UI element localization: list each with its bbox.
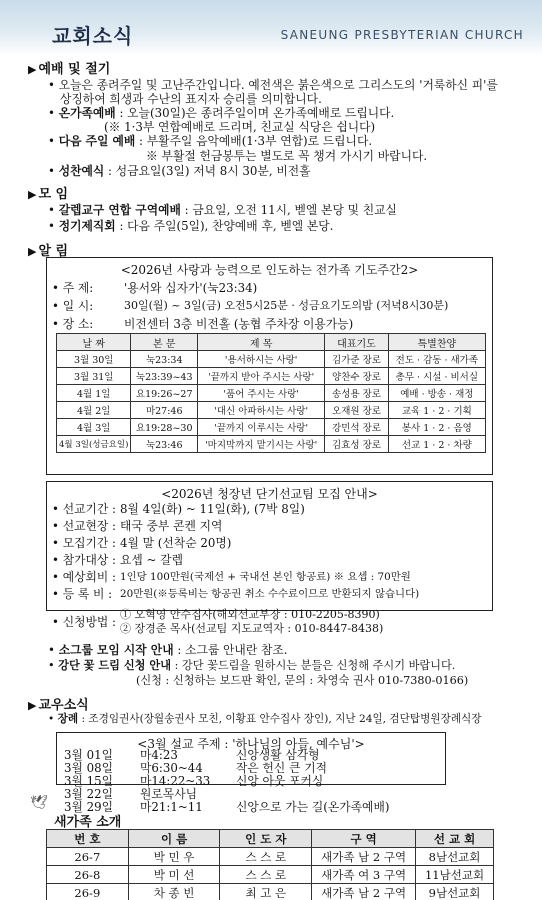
title-cell: '용서하시는 사랑' — [198, 351, 325, 368]
mission-label: • 참가대상 : — [52, 551, 116, 568]
mission-society-cell: 8남선교회 — [416, 848, 494, 866]
choir-cell: 예배 · 방송 · 재정 — [388, 385, 485, 402]
name-cell: 박 미 선 — [128, 866, 220, 884]
title-cell: '마지막까지 맡기시는 사랑' — [198, 436, 325, 453]
notice-key-1: 소그룹 모임 시작 안내 — [58, 643, 174, 657]
sermon-title: <3월 설교 주제 : '하나님의 아들, 예수님'> — [137, 737, 365, 751]
header-banner — [0, 0, 542, 56]
mission-label: • 선교현장 : — [52, 517, 116, 534]
header-cell: 구 역 — [312, 830, 416, 848]
meeting-line-1 — [48, 201, 397, 218]
funeral-key: 장례 — [57, 713, 79, 725]
mission-label: • 예상회비 : — [52, 568, 116, 585]
prayer-place-label: • 장 소: — [52, 315, 93, 332]
mission-society-cell: 9남선교회 — [416, 884, 494, 900]
header-cell: 특별찬양 — [388, 334, 485, 351]
prayer-theme-label: • 주 제: — [52, 279, 93, 296]
prayer-cell: 김효성 장로 — [325, 436, 388, 453]
text-cell: 요19:28~30 — [131, 419, 198, 436]
worship-key-3: 온가족예배 — [58, 106, 116, 120]
worship-line-6: ※ 부활절 헌금봉투는 별도로 꼭 챙겨 가시기 바랍니다. — [146, 149, 428, 163]
notice-line-2 — [48, 657, 455, 673]
header-cell: 본 문 — [131, 334, 198, 351]
prayer-cell: 양찬수 장로 — [325, 368, 388, 385]
text-cell: 눅23:46 — [131, 436, 198, 453]
page-title: 교회소식 — [52, 24, 134, 48]
sermon-subject: 작은 헌신 큰 기적 — [236, 761, 328, 775]
new-family-table — [46, 829, 494, 900]
section-heading-worship: ▶ 예배 및 절기 — [28, 58, 110, 77]
notice-text-1: : 소그룹 안내란 참조. — [173, 643, 288, 657]
table-row — [47, 884, 494, 900]
text-cell: 눅23:34 — [131, 351, 198, 368]
name-cell: 차 종 빈 — [128, 884, 220, 900]
notice-line-3: (신청 : 신청하는 보드판 확인, 문의 : 차영숙 권사 010-7380-0166) — [136, 674, 469, 687]
mission-value: 20만원(※등록비는 항공권 취소 수수료이므로 반환되지 않습니다) — [120, 588, 420, 600]
table-row — [57, 385, 486, 402]
prayer-cell: 오재원 장로 — [325, 402, 388, 419]
prayer-schedule-table — [56, 333, 486, 453]
notice-text-2: : 강단 꽃드림을 원하시는 분들은 신청해 주시기 바랍니다. — [171, 659, 456, 672]
meeting-key-2: 정기제직회 — [58, 219, 116, 233]
section-heading-meetings: ▶ 모 임 — [28, 183, 68, 202]
mission-apply-label: • 신청방법 : — [52, 613, 116, 630]
worship-key-7: 성찬예식 — [58, 164, 105, 178]
sermon-date: 3월 22일 — [64, 787, 114, 801]
prayer-week-title: <2026년 사랑과 능력으로 인도하는 전가족 기도주간2> — [120, 263, 419, 277]
worship-key-5: 다음 주일 예배 — [58, 134, 136, 148]
choir-cell: 봉사 1 · 2 · 음영 — [388, 419, 485, 436]
sermon-text: 마14:22~33 — [140, 774, 211, 788]
table-row — [57, 351, 486, 368]
table-row — [47, 866, 494, 884]
mission-label: • 선교기간 : — [52, 500, 116, 517]
funeral-line — [48, 711, 482, 726]
header-cell: 선 교 회 — [416, 830, 494, 848]
table-row — [57, 436, 486, 453]
mission-value: 태국 중부 콘켄 지역 — [120, 519, 223, 533]
title-cell: '대신 아파하시는 사랑' — [198, 402, 325, 419]
title-cell: '끝까지 이루시는 사랑' — [198, 419, 325, 436]
prayer-place: 비전센터 3층 비전홀 (농협 주차장 이용가능) — [124, 317, 354, 331]
text-cell: 마27:46 — [131, 402, 198, 419]
mission-value: 1인당 100만원(국제선 + 국내선 본인 항공료) ※ 요셉 : 70만원 — [120, 571, 411, 583]
worship-line-1: • 오늘은 종려주일 및 고난주간입니다. 예전색은 붉은색으로 그리스도의 '거룩하신 피'를 — [48, 76, 498, 93]
prayer-cell: 송성용 장로 — [325, 385, 388, 402]
table-row — [57, 402, 486, 419]
prayer-date-label: • 일 시: — [52, 297, 93, 314]
sermon-date: 3월 01일 — [64, 748, 114, 762]
sermon-date: 3월 29일 — [64, 800, 114, 814]
date-cell: 4월 2일 — [57, 402, 131, 419]
meeting-text-1: : 금요일, 오전 11시, 벧엘 본당 및 친교실 — [180, 203, 397, 217]
date-cell: 3월 30일 — [57, 351, 131, 368]
sermon-text: 마4:23 — [140, 748, 178, 762]
meeting-text-2: : 다음 주일(5일), 찬양예배 후, 벧엘 본당. — [115, 219, 334, 233]
sermon-subject: 신앙으로 가는 길(온가족예배) — [236, 800, 390, 814]
mission-apply-2: ② 장경준 목사(선교팀 지도교역자 : 010-8447-8438) — [120, 622, 384, 635]
title-cell: '품어 주시는 사랑' — [198, 385, 325, 402]
number-cell: 26-8 — [47, 866, 129, 884]
meeting-line-2 — [48, 217, 333, 234]
section-heading-notice: ▶ 알 림 — [28, 240, 68, 259]
date-cell: 3월 31일 — [57, 368, 131, 385]
prayer-cell: 김가준 장로 — [325, 351, 388, 368]
sermon-text: 마21:1~11 — [140, 800, 203, 814]
worship-line-4: (※ 1·3부 연합예배로 드리며, 친교실 식당은 쉽니다) — [104, 120, 376, 134]
sermon-text: 원로목사님 — [140, 787, 197, 801]
table-row — [57, 368, 486, 385]
text-cell: 요19:26~27 — [131, 385, 198, 402]
choir-cell: 선교 1 · 2 · 차량 — [388, 436, 485, 453]
district-cell: 새가족 여 3 구역 — [312, 866, 416, 884]
section-heading-members: ▶ 교우소식 — [28, 694, 89, 713]
sermon-subject: 신앙생활 삼각형 — [236, 748, 320, 762]
worship-line-2: 상징하여 희생과 수난의 표지자 승리를 의미합니다. — [60, 92, 322, 106]
mission-apply-1: ① 오혁영 안수집사(해외선교부장 : 010-2205-8390) — [120, 608, 380, 621]
funeral-text: : 조경임권사(장월송권사 모친, 이황표 안수집사 장인), 지난 24일, 검단탑병원장례식장 — [78, 713, 482, 725]
district-cell: 새가족 남 2 구역 — [312, 848, 416, 866]
sermon-date: 3월 15일 — [64, 774, 114, 788]
text-cell: 눅23:39~43 — [131, 368, 198, 385]
header-cell: 번 호 — [47, 830, 129, 848]
worship-text-3: : 오늘(30일)은 종려주일이며 온가족예배로 드립니다. — [115, 106, 395, 120]
header-cell: 이 름 — [128, 830, 220, 848]
date-cell: 4월 3일(성금요일) — [57, 436, 131, 453]
header-cell: 날 짜 — [57, 334, 131, 351]
header-cell: 인 도 자 — [220, 830, 312, 848]
choir-cell: 교육 1 · 2 · 기획 — [388, 402, 485, 419]
mission-label: • 등 록 비 : — [52, 585, 112, 602]
section-heading-new-family: 새가족 소개 — [54, 815, 122, 830]
prayer-date: 30일(월) ~ 3일(금) 오전5시25분 · 성금요기도의밤 (저녁8시30분) — [124, 299, 449, 312]
worship-line-7 — [48, 162, 311, 179]
sermon-subject: 신앙 아웃 포커싱 — [236, 774, 324, 788]
prayer-theme: '용서와 십자가'(눅23:34) — [124, 281, 258, 295]
meeting-key-1: 갈렙교구 연합 구역예배 — [58, 203, 181, 217]
header-cell: 제 목 — [198, 334, 325, 351]
number-cell: 26-7 — [47, 848, 129, 866]
table-header-row — [47, 830, 494, 848]
table-row — [47, 848, 494, 866]
table-header-row — [57, 334, 486, 351]
notice-line-1 — [48, 641, 288, 658]
notice-key-2: 강단 꽃 드림 신청 안내 — [58, 658, 172, 672]
guide-cell: 스 스 로 — [220, 848, 312, 866]
guide-cell: 최 고 은 — [220, 884, 312, 900]
title-cell: '끝까지 받아 주시는 사랑' — [198, 368, 325, 385]
sermon-text: 막6:30~44 — [140, 761, 203, 775]
mission-value: 8월 4일(화) ~ 11일(화), (7박 8일) — [120, 502, 305, 516]
sermon-date: 3월 08일 — [64, 761, 114, 775]
worship-text-5: : 부활주일 음악예배(1·3부 연합)로 드립니다. — [135, 134, 373, 148]
mission-value: 요셉 ~ 갈렙 — [120, 553, 183, 567]
dove-icon: 🕊 — [30, 795, 48, 811]
choir-cell: 총무 · 시설 · 비서실 — [388, 368, 485, 385]
mission-label: • 모집기간 : — [52, 534, 116, 551]
prayer-cell: 강민석 장로 — [325, 419, 388, 436]
date-cell: 4월 1일 — [57, 385, 131, 402]
table-row — [57, 419, 486, 436]
church-name: SANEUNG PRESBYTERIAN CHURCH — [280, 28, 524, 42]
header-cell: 대표기도 — [325, 334, 388, 351]
mission-team-title: <2026년 청장년 단기선교팀 모집 안내> — [161, 487, 378, 501]
choir-cell: 전도 · 감동 · 새가족 — [388, 351, 485, 368]
mission-society-cell: 11남선교회 — [416, 866, 494, 884]
mission-value: 4월 말 (선착순 20명) — [120, 536, 232, 550]
number-cell: 26-9 — [47, 884, 129, 900]
guide-cell: 스 스 로 — [220, 866, 312, 884]
name-cell: 박 민 우 — [128, 848, 220, 866]
date-cell: 4월 3일 — [57, 419, 131, 436]
worship-text-7: : 성금요일(3일) 저녁 8시 30분, 비전홀 — [104, 164, 311, 178]
district-cell: 새가족 남 2 구역 — [312, 884, 416, 900]
